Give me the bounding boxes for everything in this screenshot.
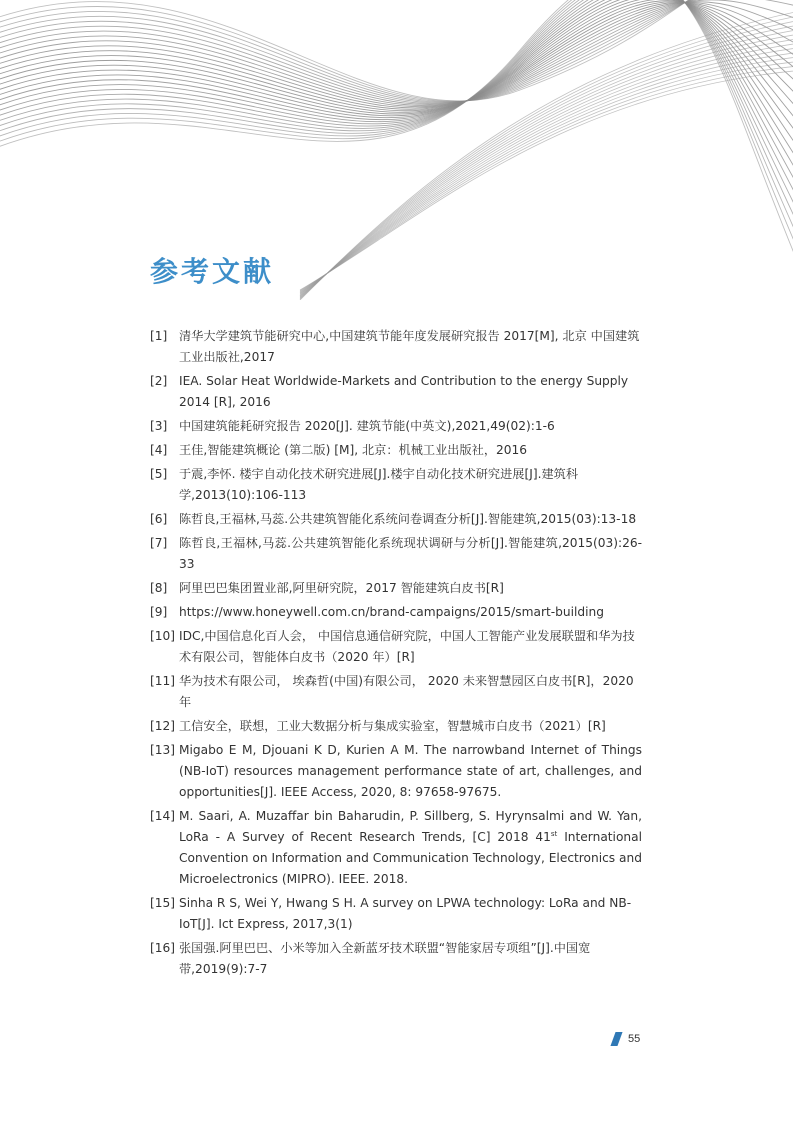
reference-item <box>150 464 642 506</box>
wave-line <box>300 52 793 294</box>
reference-number: [5] <box>150 467 168 481</box>
reference-item <box>150 893 642 935</box>
wave-line <box>0 0 793 280</box>
decorative-wave-lines <box>0 0 793 300</box>
reference-text: Sinha R S, Wei Y, Hwang S H. A survey on LPWA technology: LoRa and NB-IoT[J]. Ict Express, 2017,3(1) <box>179 896 632 931</box>
reference-number: [16] <box>150 941 176 955</box>
reference-url[interactable]: https://www.honeywell.com.cn/brand-campaigns/2015/smart-building <box>179 605 604 619</box>
reference-item <box>150 602 642 623</box>
wave-line <box>0 0 793 226</box>
page-title: 参考文献 <box>150 255 275 288</box>
wave-line <box>300 42 793 294</box>
reference-number: [2] <box>150 374 168 388</box>
reference-item <box>150 671 642 713</box>
reference-number: [9] <box>150 605 168 619</box>
reference-item <box>150 626 642 668</box>
reference-number: [11] <box>150 674 176 688</box>
wave-line <box>300 47 793 294</box>
reference-item <box>150 509 642 530</box>
reference-text: IDC,中国信息化百人会， 中国信息通信研究院，中国人工智能产业发展联盟和华为技术有限公司，智能体白皮书（2020 年）[R] <box>179 629 635 664</box>
reference-item <box>150 416 642 437</box>
reference-number: [13] <box>150 743 176 757</box>
reference-text: 工信安全，联想，工业大数据分析与集成实验室，智慧城市白皮书（2021）[R] <box>179 719 606 733</box>
reference-item <box>150 716 642 737</box>
wave-line <box>0 0 793 103</box>
reference-list <box>150 326 642 983</box>
reference-number: [12] <box>150 719 176 733</box>
wave-line <box>300 65 793 290</box>
reference-item <box>150 533 642 575</box>
superscript: st <box>550 829 558 838</box>
reference-text: 华为技术有限公司， 埃森哲(中国)有限公司， 2020 未来智慧园区白皮书[R]，2020 年 <box>179 674 634 709</box>
wave-line <box>0 0 793 104</box>
reference-number: [4] <box>150 443 168 457</box>
reference-item <box>150 806 642 890</box>
reference-text-part: M. Saari, A. Muzaffar bin Baharudin, P. Sillberg, S. Hyrynsalmi and W. Yan, LoRa - A Survey of Recent Research Trends, [C] 2018 41 <box>179 809 642 844</box>
reference-item <box>150 578 642 599</box>
reference-text: IEA. Solar Heat Worldwide-Markets and Contribution to the energy Supply 2014 [R], 2016 <box>179 374 629 409</box>
reference-number: [14] <box>150 809 176 823</box>
reference-text <box>179 806 642 890</box>
reference-text: 中国建筑能耗研究报告 2020[J]. 建筑节能(中英文),2021,49(02):1-6 <box>179 419 555 433</box>
reference-number: [7] <box>150 536 168 550</box>
reference-number: [3] <box>150 419 168 433</box>
reference-text: 于震,李怀. 楼宇自动化技术研究进展[J].楼宇自动化技术研究进展[J].建筑科学,2013(10):106-113 <box>179 467 579 502</box>
reference-number: [15] <box>150 896 176 910</box>
wave-line <box>300 70 793 290</box>
reference-text: 清华大学建筑节能研究中心,中国建筑节能年度发展研究报告 2017[M], 北京 中国建筑工业出版社,2017 <box>179 329 640 364</box>
wave-line <box>300 38 793 296</box>
wave-line <box>0 0 793 185</box>
page-marker-slash <box>610 1032 622 1046</box>
reference-text: 张国强.阿里巴巴、小米等加入全新蓝牙技术联盟“智能家居专项组”[J].中国宽带,2019(9):7-7 <box>179 941 591 976</box>
reference-text: Migabo E M, Djouani K D, Kurien A M. The narrowband Internet of Things (NB-IoT) resources management performance state of art, challenges, and opportunities[J]. IEEE Access, 2020, 8: 97658-97675. <box>179 743 642 799</box>
reference-text: 陈哲良,王福林,马蕊.公共建筑智能化系统现状调研与分析[J].智能建筑,2015(03):26-33 <box>179 536 642 571</box>
reference-item <box>150 440 642 461</box>
wave-line <box>0 0 793 105</box>
reference-number: [1] <box>150 329 168 343</box>
reference-item <box>150 740 642 803</box>
page-number: 55 <box>628 1033 641 1045</box>
wave-line <box>300 28 793 296</box>
reference-text: 王佳,智能建筑概论 (第二版) [M], 北京：机械工业出版社，2016 <box>179 443 528 457</box>
reference-number: [8] <box>150 581 168 595</box>
reference-item <box>150 371 642 413</box>
reference-text-part: International Convention on Information and Communication Technology, Electronics and Microelectronics (MIPRO). IEEE. 2018. <box>179 830 642 886</box>
reference-text: 阿里巴巴集团置业部,阿里研究院，2017 智能建筑白皮书[R] <box>179 581 504 595</box>
reference-text: 陈哲良,王福林,马蕊.公共建筑智能化系统问卷调查分析[J].智能建筑,2015(03):13-18 <box>179 512 637 526</box>
reference-item <box>150 938 642 980</box>
reference-item <box>150 326 642 368</box>
reference-number: [10] <box>150 629 176 643</box>
reference-number: [6] <box>150 512 168 526</box>
wave-line <box>0 2 793 106</box>
